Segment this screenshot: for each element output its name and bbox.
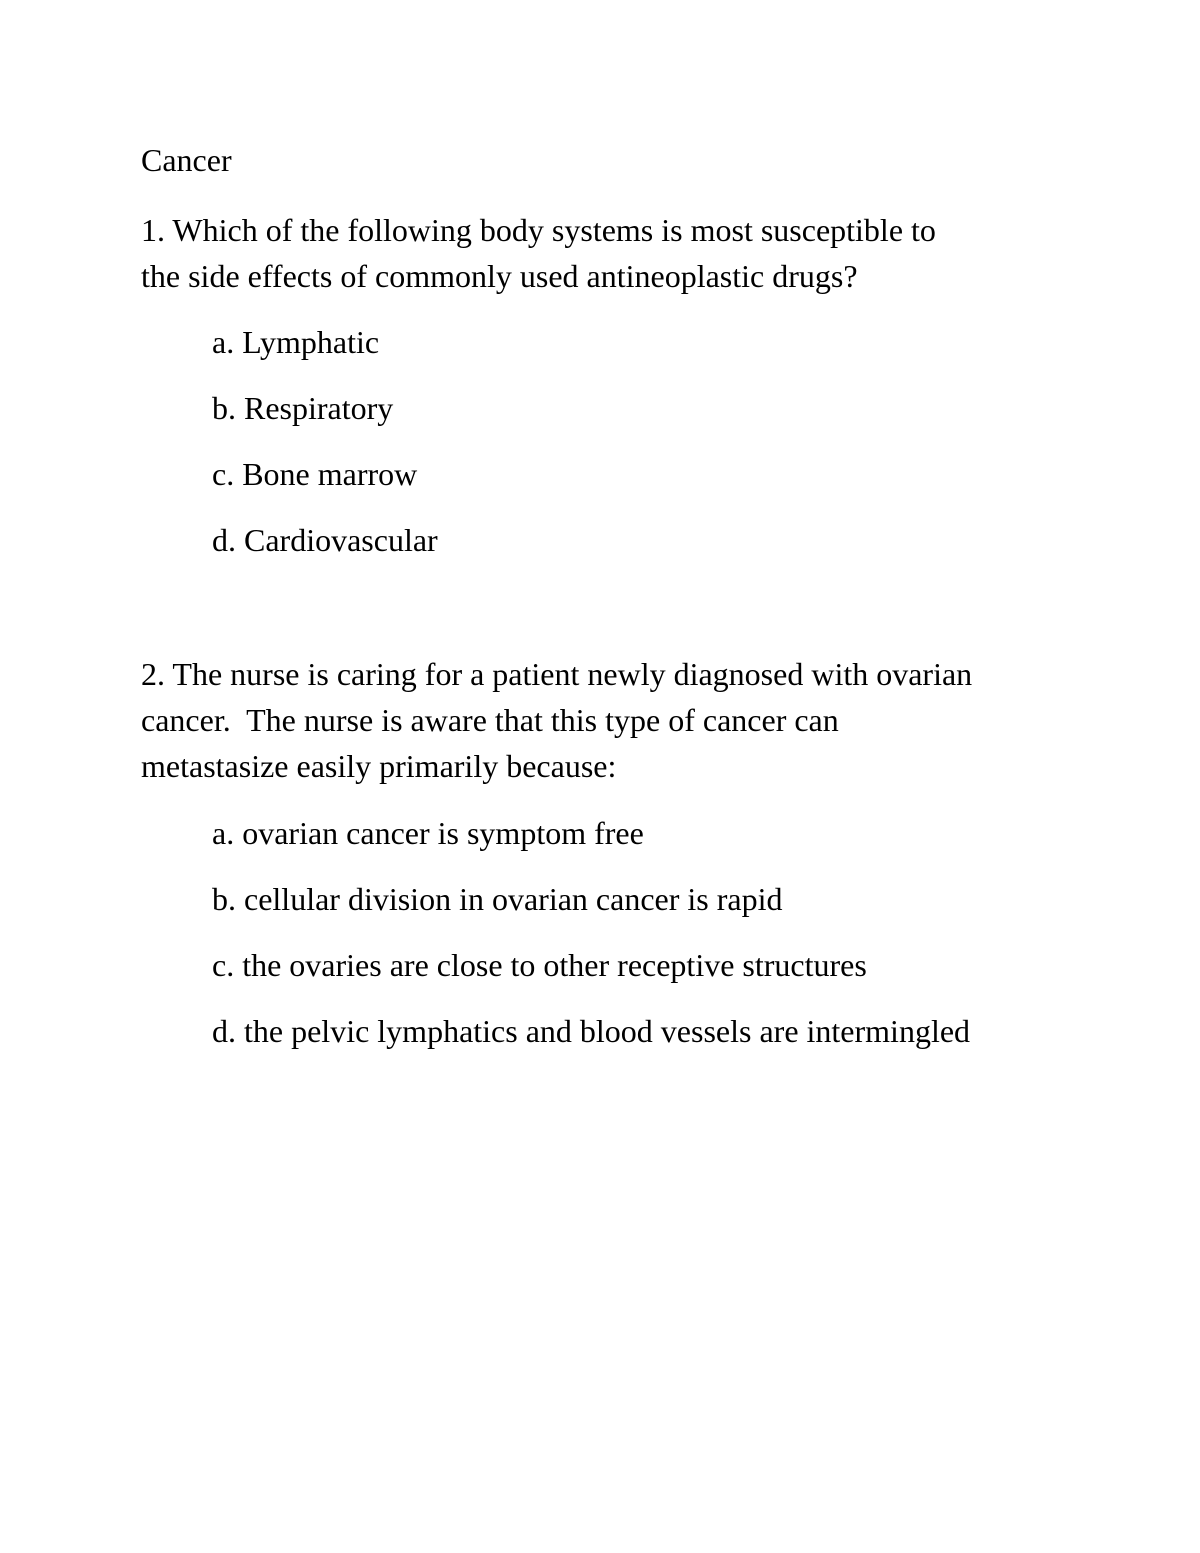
question-1-option-a: a. Lymphatic [212, 324, 380, 360]
question-2-line-1: 2. The nurse is caring for a patient newly diagnosed with ovarian [141, 656, 973, 692]
question-2-option-c: c. the ovaries are close to other receptive structures [212, 947, 867, 983]
question-2-line-2: cancer. The nurse is aware that this type of cancer can [141, 702, 839, 738]
question-1-option-c: c. Bone marrow [212, 456, 418, 492]
question-2-line-3: metastasize easily primarily because: [141, 748, 617, 784]
question-1-line-2: the side effects of commonly used antineoplastic drugs? [141, 258, 858, 294]
question-1-option-d: d. Cardiovascular [212, 522, 438, 558]
document-title: Cancer [141, 142, 232, 178]
question-1-line-1: 1. Which of the following body systems is most susceptible to [141, 212, 936, 248]
question-2-option-b: b. cellular division in ovarian cancer is rapid [212, 881, 783, 917]
question-1 [141, 207, 1101, 299]
question-1-option-b: b. Respiratory [212, 390, 394, 426]
question-2 [141, 651, 1101, 789]
question-2-option-d: d. the pelvic lymphatics and blood vessels are intermingled [212, 1013, 971, 1049]
question-2-option-a: a. ovarian cancer is symptom free [212, 815, 644, 851]
